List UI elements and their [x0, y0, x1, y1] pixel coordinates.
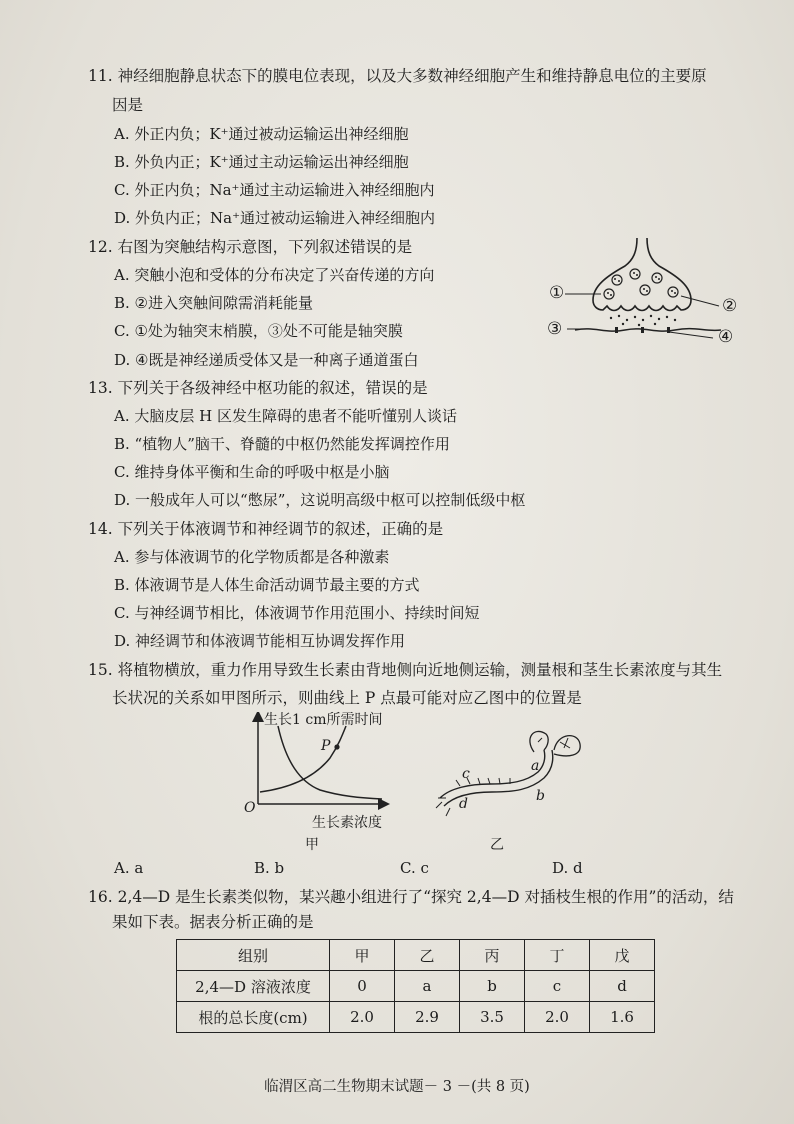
- table-cell: 3.5: [460, 1002, 525, 1033]
- q14-option-a: A. 参与体液调节的化学物质都是各种激素: [114, 548, 390, 566]
- seedling-label-c: c: [462, 766, 470, 782]
- neurotransmitter-dots: [610, 315, 676, 326]
- q12-option-b: B. ②进入突触间隙需消耗能量: [114, 294, 314, 312]
- q16-stem: 16. 2,4—D 是生长素类似物，某兴趣小组进行了“探究 2,4—D 对插枝生根的作用”的活动，结: [88, 888, 734, 906]
- table-header-cell: 丁: [525, 940, 590, 971]
- q14-stem: 14. 下列关于体液调节和神经调节的叙述，正确的是: [88, 520, 444, 538]
- table-cell: 2,4—D 溶液浓度: [177, 971, 330, 1002]
- graph-y-label: 生长1 cm所需时间: [264, 712, 383, 728]
- q16-stem-cont: 果如下表。据表分析正确的是: [112, 913, 314, 931]
- q12-stem: 12. 右图为突触结构示意图，下列叙述错误的是: [88, 238, 413, 256]
- table-row: [177, 1002, 655, 1033]
- q14-option-d: D. 神经调节和体液调节能相互协调发挥作用: [114, 632, 406, 650]
- q15-option-b: B. b: [254, 859, 285, 877]
- table-cell: 根的总长度(cm): [177, 1002, 330, 1033]
- table-cell: b: [460, 971, 525, 1002]
- synapse-label-1: ①: [549, 283, 565, 303]
- q14-option-c: C. 与神经调节相比，体液调节作用范围小、持续时间短: [114, 604, 480, 622]
- q12-option-c: C. ①处为轴突末梢膜，③处不可能是轴突膜: [114, 322, 403, 340]
- synapse-label-2: ②: [722, 296, 738, 316]
- page-footer: 临渭区高二生物期末试题－ 3 －(共 8 页): [264, 1079, 530, 1095]
- synapse-label-3: ③: [547, 319, 563, 339]
- q11-option-d: D. 外负内正；Na⁺通过被动运输进入神经细胞内: [114, 209, 436, 227]
- table-cell: 2.0: [330, 1002, 395, 1033]
- q15-option-c: C. c: [400, 859, 429, 877]
- q13-option-b: B. “植物人”脑干、脊髓的中枢仍然能发挥调控作用: [114, 435, 450, 453]
- graph-caption: 甲: [305, 837, 319, 853]
- table-cell: 2.0: [525, 1002, 590, 1033]
- q12-option-d: D. ④既是神经递质受体又是一种离子通道蛋白: [114, 351, 419, 369]
- graph-origin-label: O: [244, 800, 256, 816]
- synapse-label-4: ④: [718, 327, 734, 347]
- graph-x-label: 生长素浓度: [312, 815, 382, 831]
- curve-increasing: [260, 726, 346, 792]
- q15-option-a: A. a: [114, 859, 144, 877]
- results-table: [176, 939, 655, 1033]
- table-header-cell: 组别: [177, 940, 330, 971]
- q13-stem: 13. 下列关于各级神经中枢功能的叙述，错误的是: [88, 379, 428, 397]
- seedling-caption: 乙: [490, 837, 504, 853]
- q11-option-a: A. 外正内负；K⁺通过被动运输运出神经细胞: [114, 125, 409, 143]
- table-header-row: [177, 940, 655, 971]
- q11-option-b: B. 外负内正；K⁺通过主动运输运出神经细胞: [114, 153, 409, 171]
- table-cell: 1.6: [590, 1002, 655, 1033]
- table-cell: a: [395, 971, 460, 1002]
- q12-option-a: A. 突触小泡和受体的分布决定了兴奋传递的方向: [114, 266, 435, 284]
- table-header-cell: 戊: [590, 940, 655, 971]
- table-cell: c: [525, 971, 590, 1002]
- point-p: [334, 744, 339, 749]
- synapse-diagram: [545, 232, 745, 352]
- table-cell: 0: [330, 971, 395, 1002]
- synaptic-vesicles: [604, 269, 678, 299]
- table-cell: d: [590, 971, 655, 1002]
- table-row: [177, 971, 655, 1002]
- seedling-label-d: d: [459, 796, 468, 812]
- q13-option-c: C. 维持身体平衡和生命的呼吸中枢是小脑: [114, 463, 390, 481]
- table-cell: 2.9: [395, 1002, 460, 1033]
- curve-decreasing: [278, 726, 382, 799]
- seedling-yi: [430, 728, 600, 818]
- q13-option-a: A. 大脑皮层 H 区发生障碍的患者不能听懂别人谈话: [114, 407, 457, 425]
- table-header-cell: 乙: [395, 940, 460, 971]
- q11-stem: 11. 神经细胞静息状态下的膜电位表现，以及大多数神经细胞产生和维持静息电位的主要原: [88, 67, 707, 85]
- table-header-cell: 甲: [330, 940, 395, 971]
- q15-stem: 15. 将植物横放，重力作用导致生长素由背地侧向近地侧运输，测量根和茎生长素浓度与其生: [88, 661, 723, 679]
- seedling-label-b: b: [536, 788, 545, 804]
- q14-option-b: B. 体液调节是人体生命活动调节最主要的方式: [114, 576, 420, 594]
- q11-stem-cont: 因是: [112, 96, 144, 114]
- graph-point-label: P: [321, 738, 331, 754]
- table-header-cell: 丙: [460, 940, 525, 971]
- seedling-label-a: a: [531, 758, 540, 774]
- q15-stem-cont: 长状况的关系如甲图所示，则曲线上 P 点最可能对应乙图中的位置是: [112, 689, 582, 707]
- q15-option-d: D. d: [552, 859, 583, 877]
- q13-option-d: D. 一般成年人可以“憋尿”，这说明高级中枢可以控制低级中枢: [114, 491, 526, 509]
- q11-option-c: C. 外正内负；Na⁺通过主动运输进入神经细胞内: [114, 181, 435, 199]
